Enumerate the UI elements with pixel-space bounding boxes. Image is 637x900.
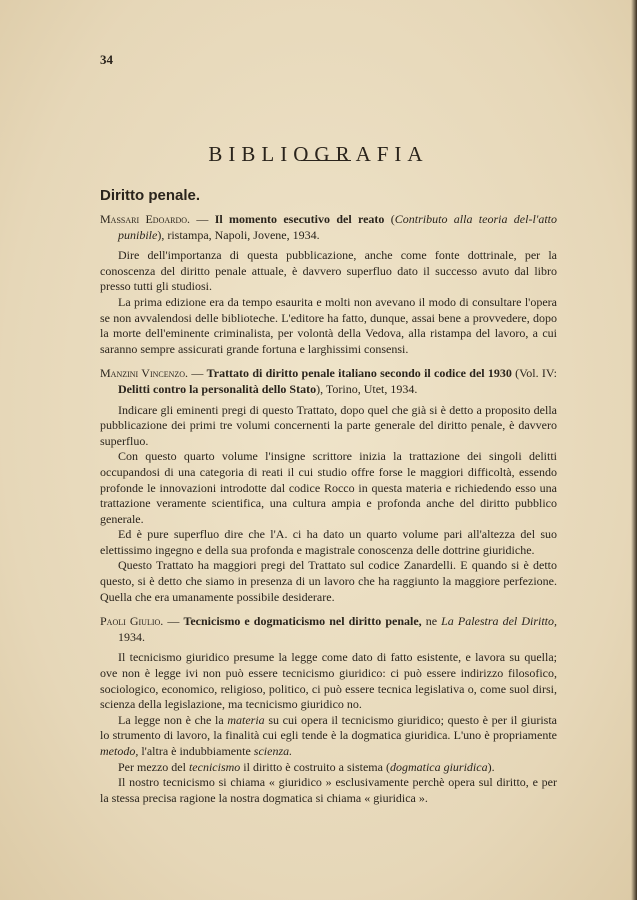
- entry-work-title: Il momento esecutivo del reato: [214, 212, 385, 226]
- page-title: BIBLIOGRAFIA: [208, 142, 429, 167]
- page-edge-shadow: [631, 0, 637, 900]
- entry-paragraph: Il nostro tecnicismo si chiama « giuridico » esclusivamente perchè opera sul diritto, e per la stessa precisa ragione la nostra dogmatica si chiama « giuridica ».: [100, 775, 557, 805]
- entry-volume-title: Delitti contro la personalità dello Stato: [118, 381, 317, 396]
- entry-paragraph: Il tecnicismo giuridico presume la legge come dato di fatto esistente, e lavora su quella; ove non è legge ivi non può essere tecnicismo giuridico: ci può essere indirizzo filosofico, sociologico, economico, religioso, politico, ci può essere tecnica legislativa o, come suol dirsi, scienza della legislazione, ma tecnicismo giuridico no.: [100, 650, 557, 712]
- entry-paragraph: Dire dell'importanza di questa pubblicazione, anche come fonte dottrinale, per la conoscenza del diritto penale attuale, è davvero superfluo dato il successo avuto dal libro presso tutti gli studiosi.: [100, 248, 557, 294]
- entry-work-title: Trattato di diritto penale italiano secondo il codice del 1930: [206, 366, 512, 381]
- entry-paragraph: Con questo quarto volume l'insigne scrittore inizia la trattazione dei singoli delitti occupandosi di una categoria di reati il cui studio offre forse le maggiori difficoltà, essendo profonde le innovazioni introdotte dal codice Rocco in questa materia e richiedendo esso una trattazione veramente scientifica, una cultura ampia e profonda anche del diritto pubblico generale.: [100, 449, 557, 526]
- title-divider: [301, 160, 351, 161]
- entry-paoli: Paoli Giulio. — Tecnicismo e dogmaticismo nel diritto penale, ne La Palestra del Diritto, 1934.: [100, 614, 558, 644]
- entry-paragraph: Ed è pure superfluo dire che l'A. ci ha dato un quarto volume pari all'altezza del suo elettissimo ingegno e della sua profonda e magistrale conoscenza delle dottrine giuridiche.: [100, 527, 557, 557]
- entry-author: Massari Edoardo.: [100, 212, 191, 226]
- entry-massari: Massari Edoardo. — Il momento esecutivo del reato (Contributo alla teoria del-l'atto punibile), ristampa, Napoli, Jovene, 1934.: [100, 212, 558, 242]
- entry-work-title: Tecnicismo e dogmaticismo nel diritto penale,: [183, 614, 422, 629]
- entry-journal: La Palestra del Diritto,: [441, 614, 558, 629]
- entry-paragraph: Questo Trattato ha maggiori pregi del Trattato sul codice Zanardelli. E quando si è detto questo, si è detto che siamo in presenza di un lavoro che ha raggiunto la maggiore perfezione. Quella che era umanamente possibile desiderare.: [100, 558, 557, 604]
- entry-series: Contributo alla teoria del-l'atto punibile: [118, 212, 558, 242]
- entry-paragraph: La legge non è che la materia su cui opera il tecnicismo giuridico; questo è per il giurista lo strumento di lavoro, la finalità cui egli tende è la dogmatica giuridica. L'uno è propriamente metodo, l'altra è indubbiamente scienza.: [100, 712, 558, 758]
- entry-author: Manzini Vincenzo.: [100, 366, 189, 381]
- entry-manzini: Manzini Vincenzo. — Trattato di diritto penale italiano secondo il codice del 1930 (Vol. IV: Delitti contro la personalità dello Stato), Torino, Utet, 1934.: [100, 366, 558, 396]
- page-number: 34: [100, 52, 113, 67]
- bibliography-content: [100, 212, 557, 806]
- entry-author: Paoli Giulio.: [100, 614, 164, 629]
- entry-paragraph: Indicare gli eminenti pregi di questo Trattato, dopo quel che già si è detto a proposito della pubblicazione dei primi tre volumi concernenti la parte generale del diritto penale, è davvero superfluo.: [100, 402, 557, 448]
- entry-paragraph: La prima edizione era da tempo esaurita e molti non avevano il modo di consultare l'opera se non avvalendosi delle biblioteche. L'editore ha fatto, dunque, assai bene a provvedere, dopo la morte dell'eminente criminalista, per volontà della Vedova, alla ristampa del lavoro, a cui saranno sempre assicurati grande fortuna e larghissimi consensi.: [100, 294, 557, 356]
- entry-paragraph: Per mezzo del tecnicismo il diritto è costruito a sistema (dogmatica giuridica).: [118, 759, 495, 774]
- section-heading: Diritto penale.: [100, 187, 201, 204]
